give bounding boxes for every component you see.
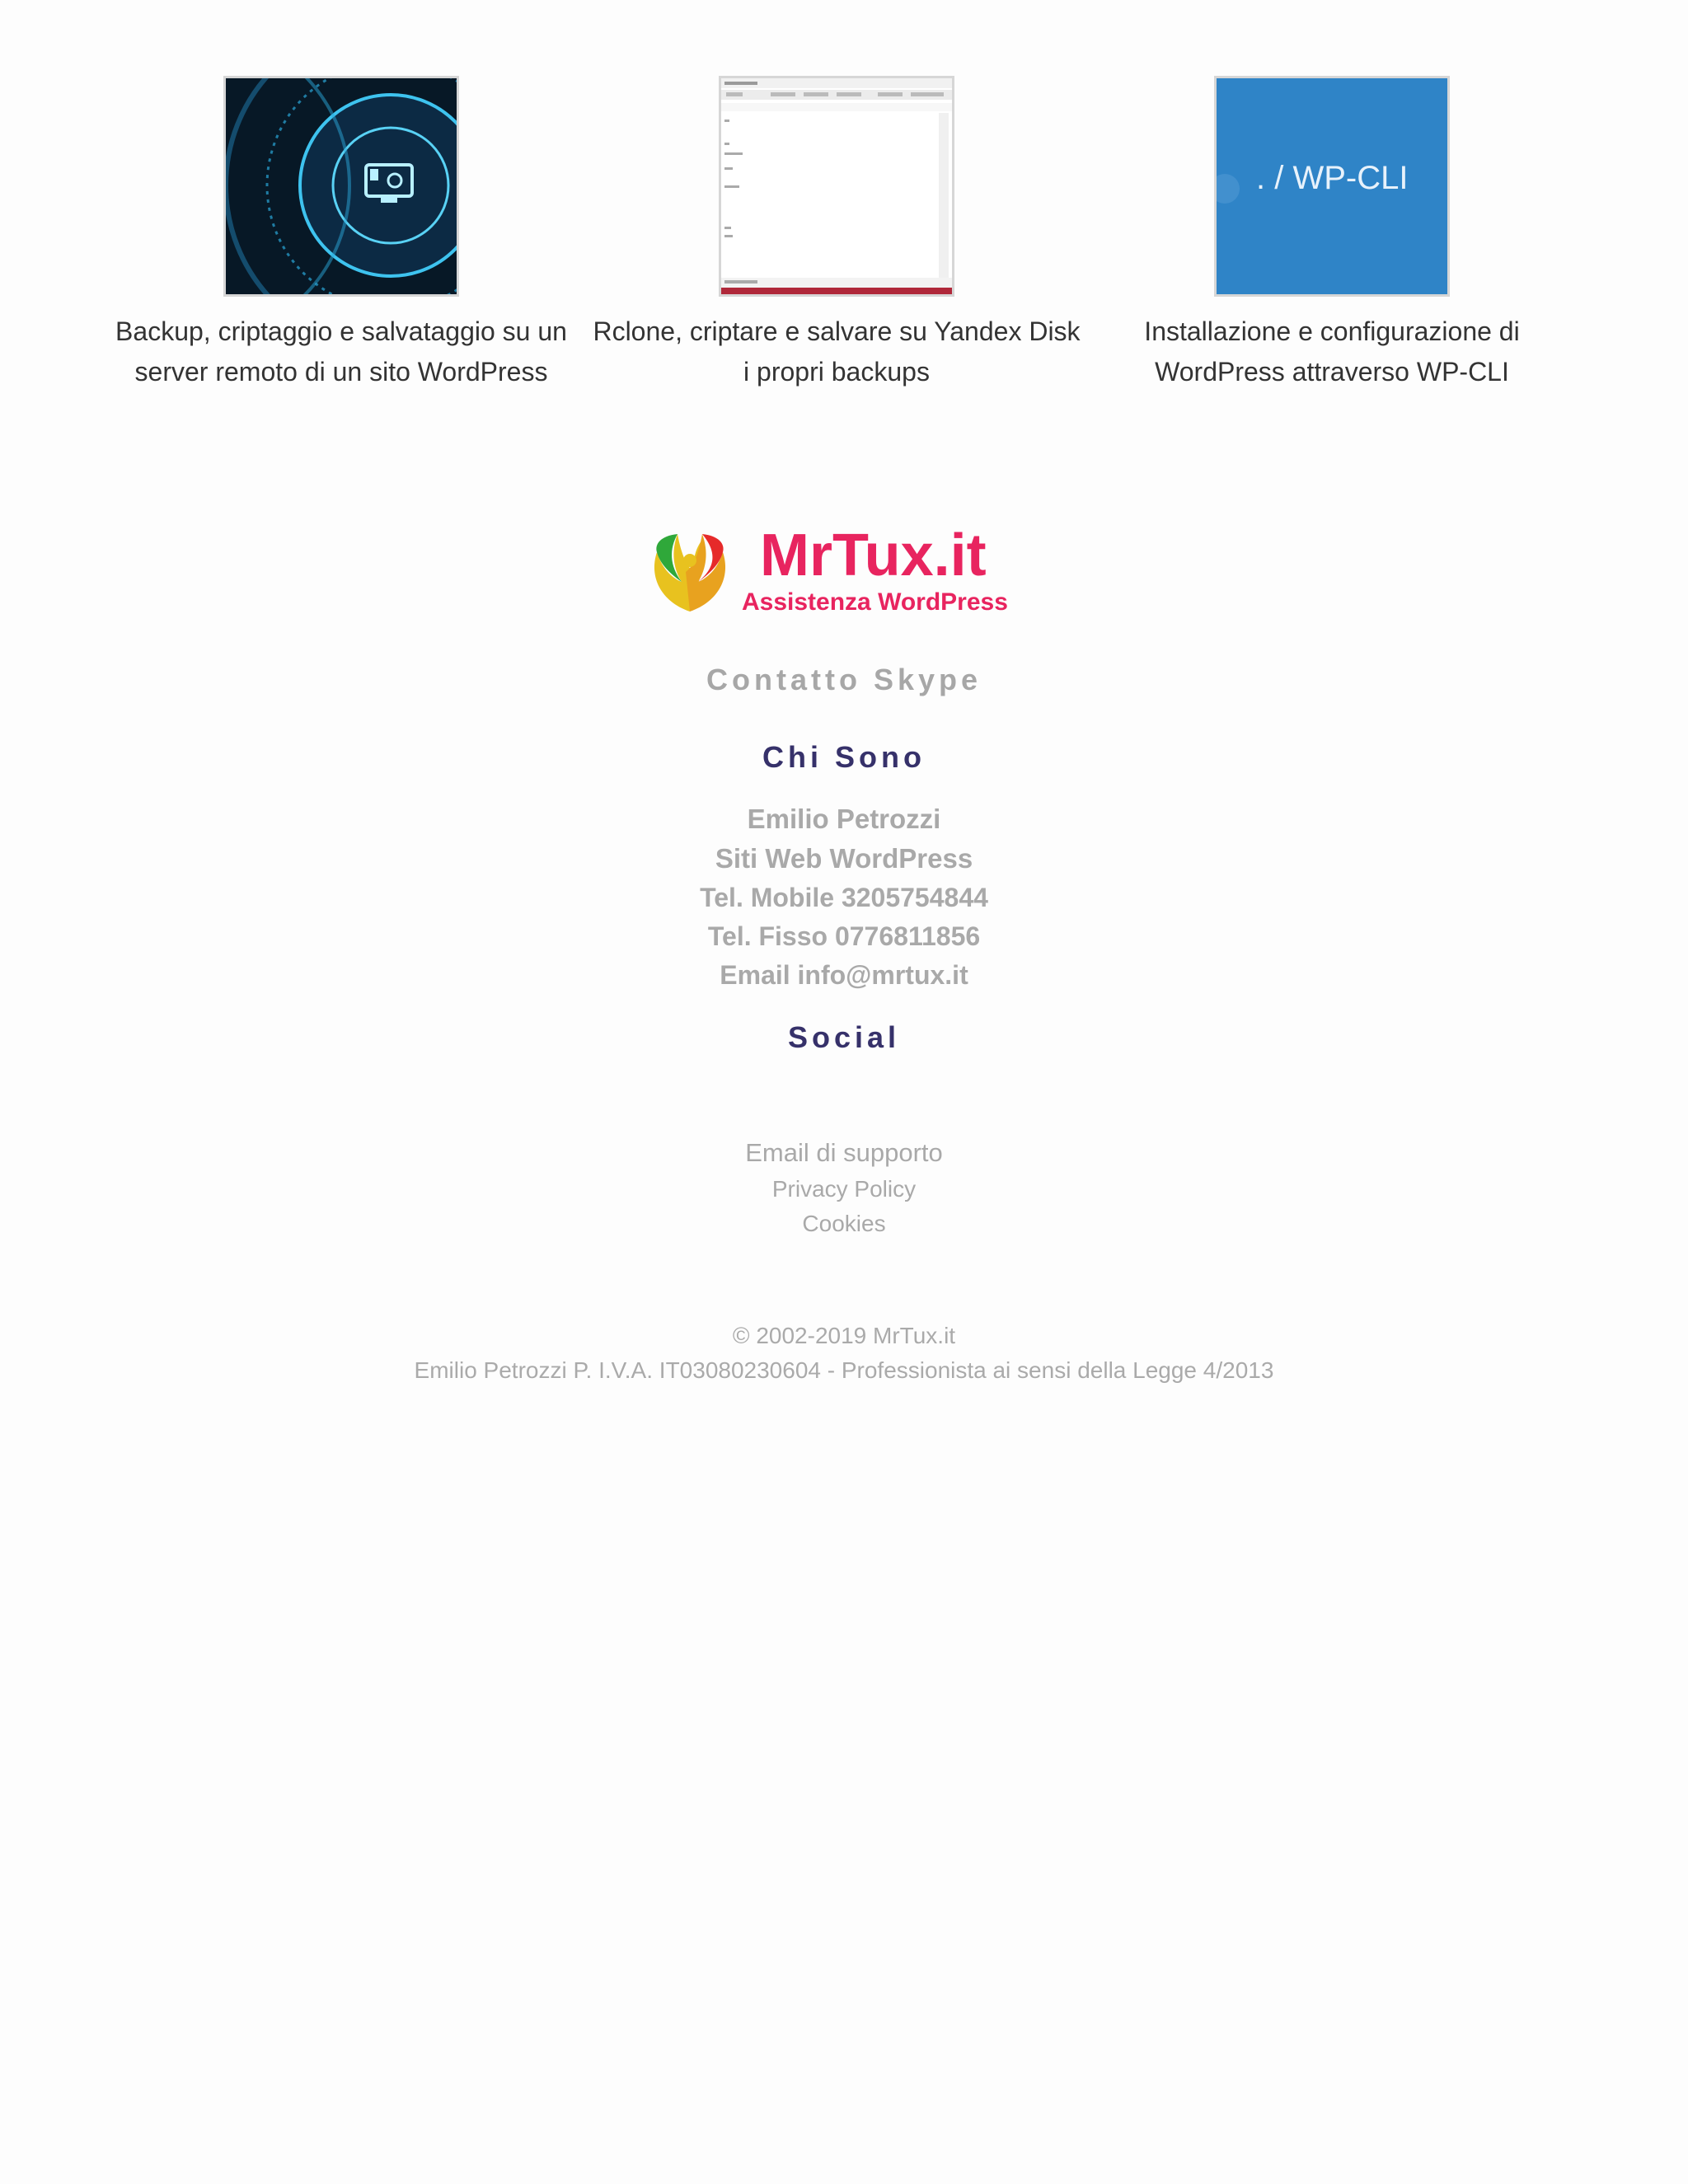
about-info (0, 799, 1688, 995)
social-heading: Social (787, 1020, 901, 1054)
svg-text:. / WP-CLI: . / WP-CLI (1256, 160, 1409, 196)
about-role: Siti Web WordPress (715, 843, 973, 874)
related-post-card[interactable] (94, 76, 588, 392)
about-mobile: Tel. Mobile 3205754844 (700, 883, 988, 912)
about-name: Emilio Petrozzi (747, 804, 941, 834)
monitor-tech-illustration (226, 78, 457, 294)
footer-links (0, 1134, 1688, 1241)
legal-text: Emilio Petrozzi P. I.V.A. IT03080230604 - Professionista ai sensi della Legge 4/2013 (414, 1357, 1274, 1383)
related-post-thumbnail[interactable] (719, 76, 954, 297)
copyright-block (0, 1319, 1688, 1388)
related-post-card[interactable] (589, 76, 1084, 392)
cookies-link[interactable]: Cookies (802, 1211, 886, 1236)
svg-text:Assistenza WordPress: Assistenza WordPress (742, 588, 1008, 616)
related-post-title[interactable]: Installazione e configurazione di WordPress attraverso WP-CLI (1144, 316, 1520, 387)
related-post-thumbnail[interactable] (1214, 76, 1450, 297)
related-posts (0, 0, 1688, 429)
skype-contact-link[interactable]: Contatto Skype (706, 663, 982, 696)
related-post-card[interactable] (1085, 76, 1579, 392)
related-post-title[interactable]: Backup, criptaggio e salvataggio su un server remoto di un sito WordPress (115, 316, 567, 387)
wp-cli-banner (1217, 78, 1447, 294)
about-heading: Chi Sono (762, 740, 926, 774)
about-email[interactable]: Email info@mrtux.it (720, 960, 968, 990)
privacy-policy-link[interactable]: Privacy Policy (771, 1176, 917, 1202)
copyright-text: © 2002-2019 MrTux.it (732, 1323, 956, 1348)
window-screenshot (721, 78, 952, 294)
related-post-thumbnail[interactable] (223, 76, 459, 297)
svg-text:MrTux.it: MrTux.it (760, 523, 987, 588)
phoenix-logo-icon (645, 519, 1048, 618)
related-post-title[interactable]: Rclone, criptare e salvare su Yandex Disk i propri backups (593, 316, 1081, 387)
support-email-link[interactable]: Email di supporto (745, 1138, 943, 1167)
site-logo[interactable] (645, 519, 1048, 618)
about-landline: Tel. Fisso 0776811856 (707, 921, 981, 951)
